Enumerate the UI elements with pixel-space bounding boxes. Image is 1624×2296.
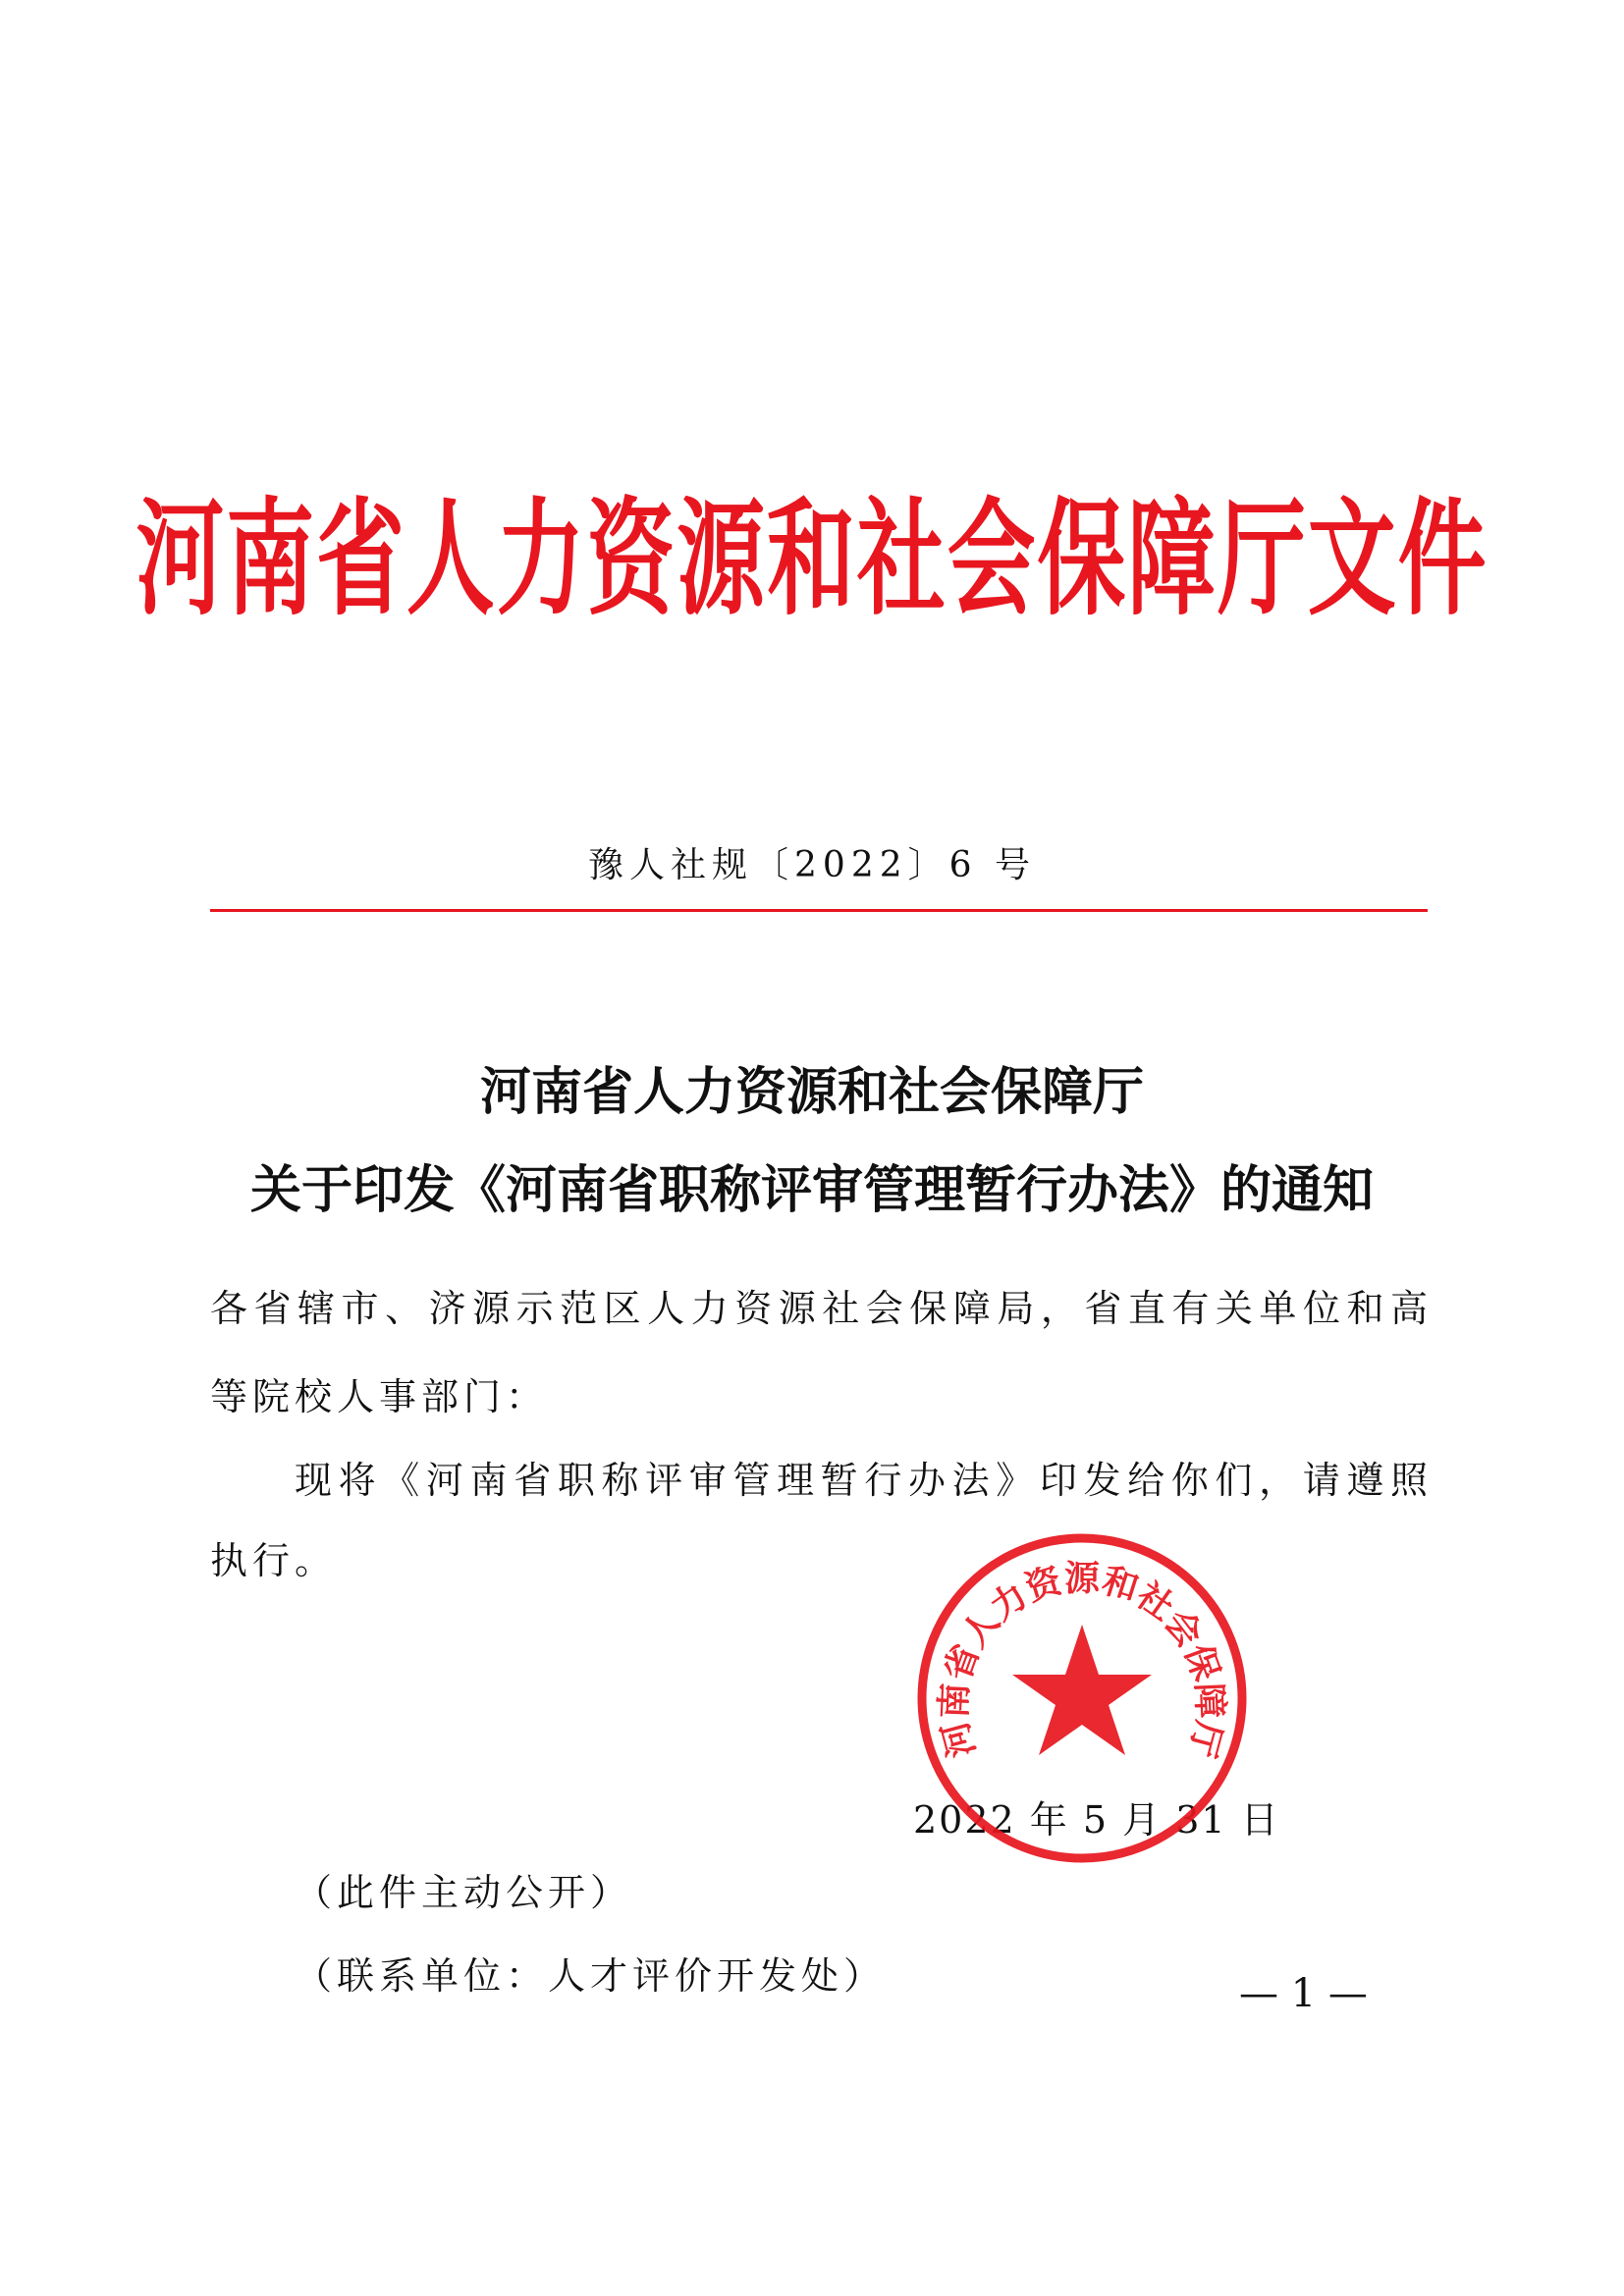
page-number: — 1 —	[1239, 1971, 1368, 2016]
notice-title-line-1: 河南省人力资源和社会保障厅	[479, 1062, 1144, 1122]
document-number: 豫人社规〔2022〕6 号	[588, 845, 1036, 885]
notice-title-line-2: 关于印发《河南省职称评审管理暂行办法》的通知	[249, 1160, 1374, 1220]
disclosure-note: （此件主动公开）	[295, 1871, 633, 1914]
seal-ring-text-path: 河南省人力资源和社会保障厅	[934, 1559, 1230, 1762]
body-line-2: 执行。	[210, 1539, 338, 1582]
star-icon	[1012, 1625, 1152, 1755]
body-line-1: 现将《河南省职称评审管理暂行办法》印发给你们，请遵照	[295, 1459, 1428, 1502]
issue-date: 2022 年 5 月 31 日	[913, 1798, 1280, 1842]
masthead-title	[0, 485, 1624, 632]
red-divider	[210, 909, 1428, 912]
addressee-line-2: 等院校人事部门：	[210, 1375, 549, 1418]
contact-note: （联系单位：人才评价开发处）	[295, 1954, 887, 1998]
masthead-title-text: 河南省人力资源和社会保障厅文件	[135, 485, 1489, 632]
official-seal	[915, 1531, 1249, 1865]
addressee-line-1: 各省辖市、济源示范区人力资源社会保障局，省直有关单位和高	[210, 1287, 1428, 1330]
